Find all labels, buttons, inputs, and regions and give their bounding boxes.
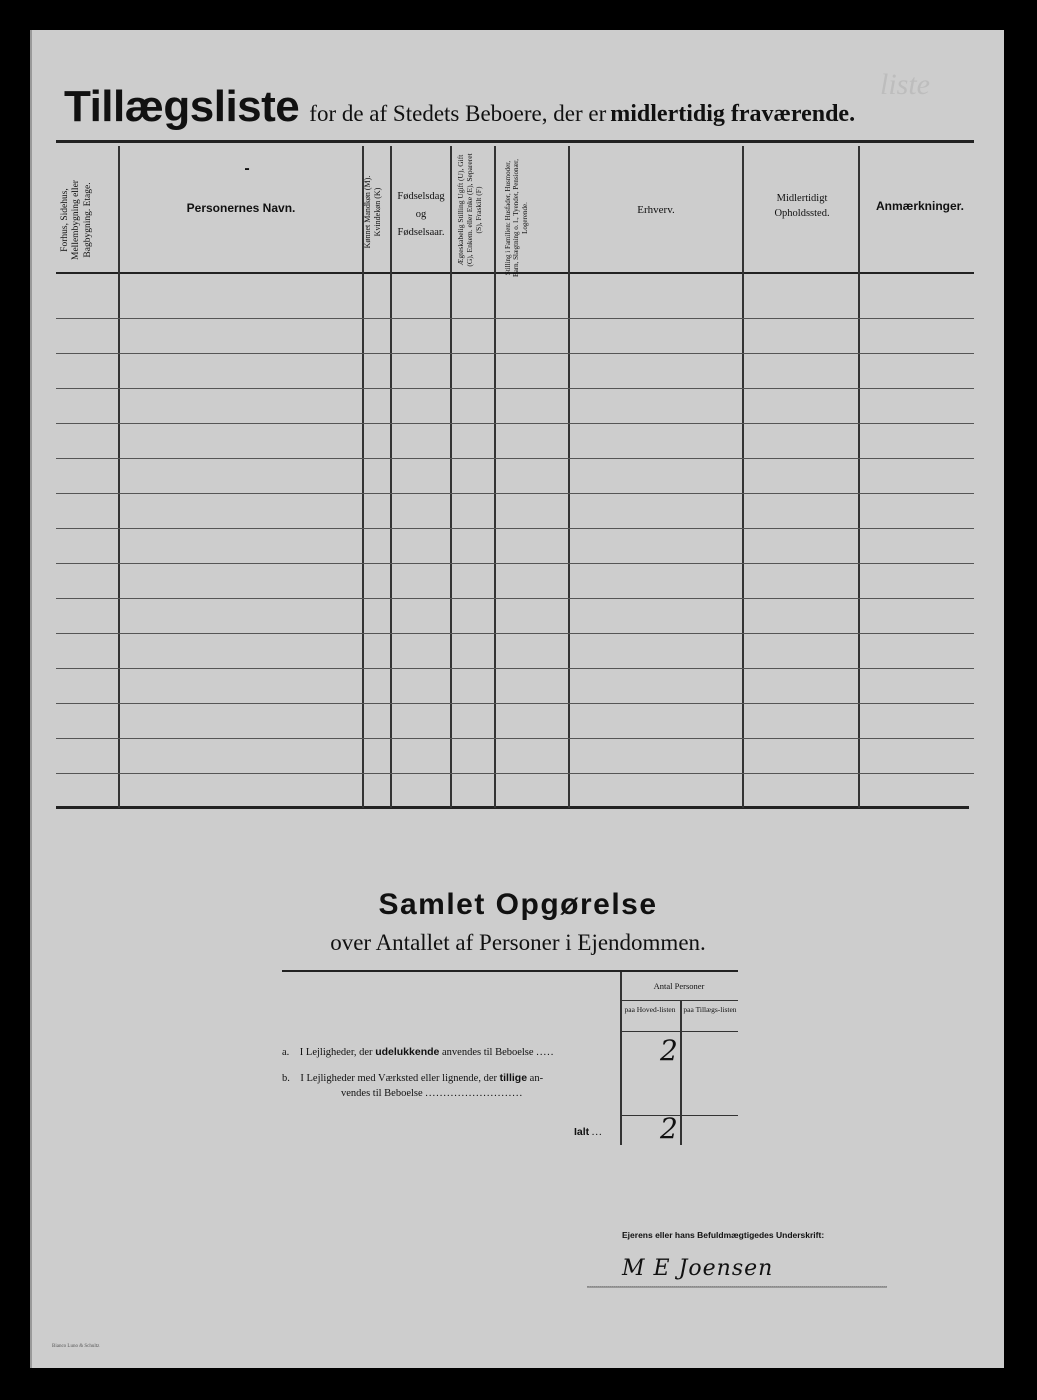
summary-col-divider-left — [620, 972, 622, 1145]
table-row-line — [56, 668, 974, 669]
signature-label: Ejerens eller hans Befuldmægtigedes Underskrift: — [622, 1230, 825, 1240]
table-row-line — [56, 458, 974, 459]
table-row-line — [56, 598, 974, 599]
col-tillaegslisten: paa Tillægs-listen — [683, 1005, 737, 1014]
summary-col-divider-mid — [680, 1000, 682, 1145]
row-a-value: 2 — [660, 1034, 678, 1067]
col-divider-7 — [742, 146, 744, 808]
col-divider-6 — [568, 146, 570, 808]
form-title — [64, 82, 855, 132]
summary-row-b — [282, 1072, 543, 1084]
printer-imprint: Bianco Luno & Schultz — [52, 1344, 100, 1349]
antal-personer-header: Antal Personer — [653, 981, 705, 991]
summary-header-line-1 — [620, 1000, 738, 1001]
col-divider-1 — [118, 146, 120, 808]
col-hovedlisten: paa Hoved-listen — [624, 1005, 676, 1014]
row-a-bold: udelukkende — [375, 1046, 440, 1058]
table-row-line — [56, 423, 974, 424]
col-header-temp-residence: Midlertidigt Opholdssted. — [774, 193, 830, 219]
row-b-prefix: b. — [282, 1073, 290, 1084]
row-b-text-3: vendes til Beboelse — [341, 1088, 423, 1099]
table-row-line — [56, 773, 974, 774]
summary-total — [574, 1126, 603, 1138]
table-row-line — [56, 353, 974, 354]
table-row-line — [56, 388, 974, 389]
summary-total-line — [620, 1115, 738, 1116]
summary-subtitle: over Antallet af Personer i Ejendommen. — [330, 930, 706, 955]
col-divider-8 — [858, 146, 860, 808]
table-row-line — [56, 703, 974, 704]
row-a-text-2: anvendes til Beboelse — [442, 1047, 534, 1058]
title-emphasis: midlertidig fraværende. — [610, 101, 856, 127]
row-b-bold: tillige — [499, 1072, 528, 1084]
row-a-dots: ..... — [536, 1047, 555, 1058]
table-row-line — [56, 318, 974, 319]
table-row-line — [56, 493, 974, 494]
row-a-text-1: I Lejligheder, der — [299, 1047, 373, 1058]
ialt-value: 2 — [660, 1112, 678, 1145]
col-header-family: Stilling i Familien: Husfader, Husmoder, Barn, Slægtning o. l., Tyendet, Pensionær, Logerende. — [504, 159, 529, 277]
title-main: Tillægsliste — [64, 82, 300, 131]
col-header-name: Personernes Navn. — [186, 201, 296, 215]
ialt-label: Ialt — [574, 1126, 590, 1138]
summary-title: Samlet Opgørelse — [378, 888, 658, 921]
table-row-line — [56, 563, 974, 564]
table-bottom-rule — [56, 806, 969, 809]
col-header-birth: Fødselsdag og Fødselsaar. — [397, 191, 445, 238]
col-header-occupation: Erhverv. — [637, 204, 675, 216]
col-header-marital: Ægteskabelig Stilling Ugift (U), Gift (G), Enkem. eller Enke (E), Separeret (S), Fraskilt (F) — [456, 153, 483, 267]
row-b-dots: ........................... — [425, 1088, 524, 1099]
table-row-line — [56, 528, 974, 529]
summary-row-a — [282, 1046, 554, 1058]
col-header-building: Forhus, Sidehus, Mellembygning eller Bagbygning. Etage. — [60, 180, 93, 260]
signature-value: M E Joensen — [622, 1256, 774, 1281]
row-a-prefix: a. — [282, 1047, 290, 1058]
table-row-line — [56, 633, 974, 634]
summary-row-b-cont — [341, 1088, 523, 1099]
col-divider-4 — [450, 146, 452, 808]
signature-line — [587, 1286, 887, 1288]
summary-header-line-2 — [620, 1031, 738, 1032]
ialt-dots: ... — [591, 1127, 603, 1138]
summary-top-rule — [282, 970, 738, 972]
row-b-text-1: I Lejligheder med Værksted eller lignende, der — [300, 1073, 497, 1084]
census-form-page — [30, 30, 1004, 1368]
col-header-name-mark: - — [244, 160, 250, 177]
row-b-text-2: an- — [529, 1073, 544, 1084]
col-header-remarks: Anmærkninger. — [875, 199, 965, 213]
top-rule — [56, 140, 974, 143]
title-rest: for de af Stedets Beboere, der er — [309, 101, 607, 126]
bleed-through-text: liste — [880, 68, 930, 101]
col-header-gender: Kønnet Mandkøn (M). Kvindekøn (K) — [363, 175, 382, 249]
table-row-line — [56, 738, 974, 739]
